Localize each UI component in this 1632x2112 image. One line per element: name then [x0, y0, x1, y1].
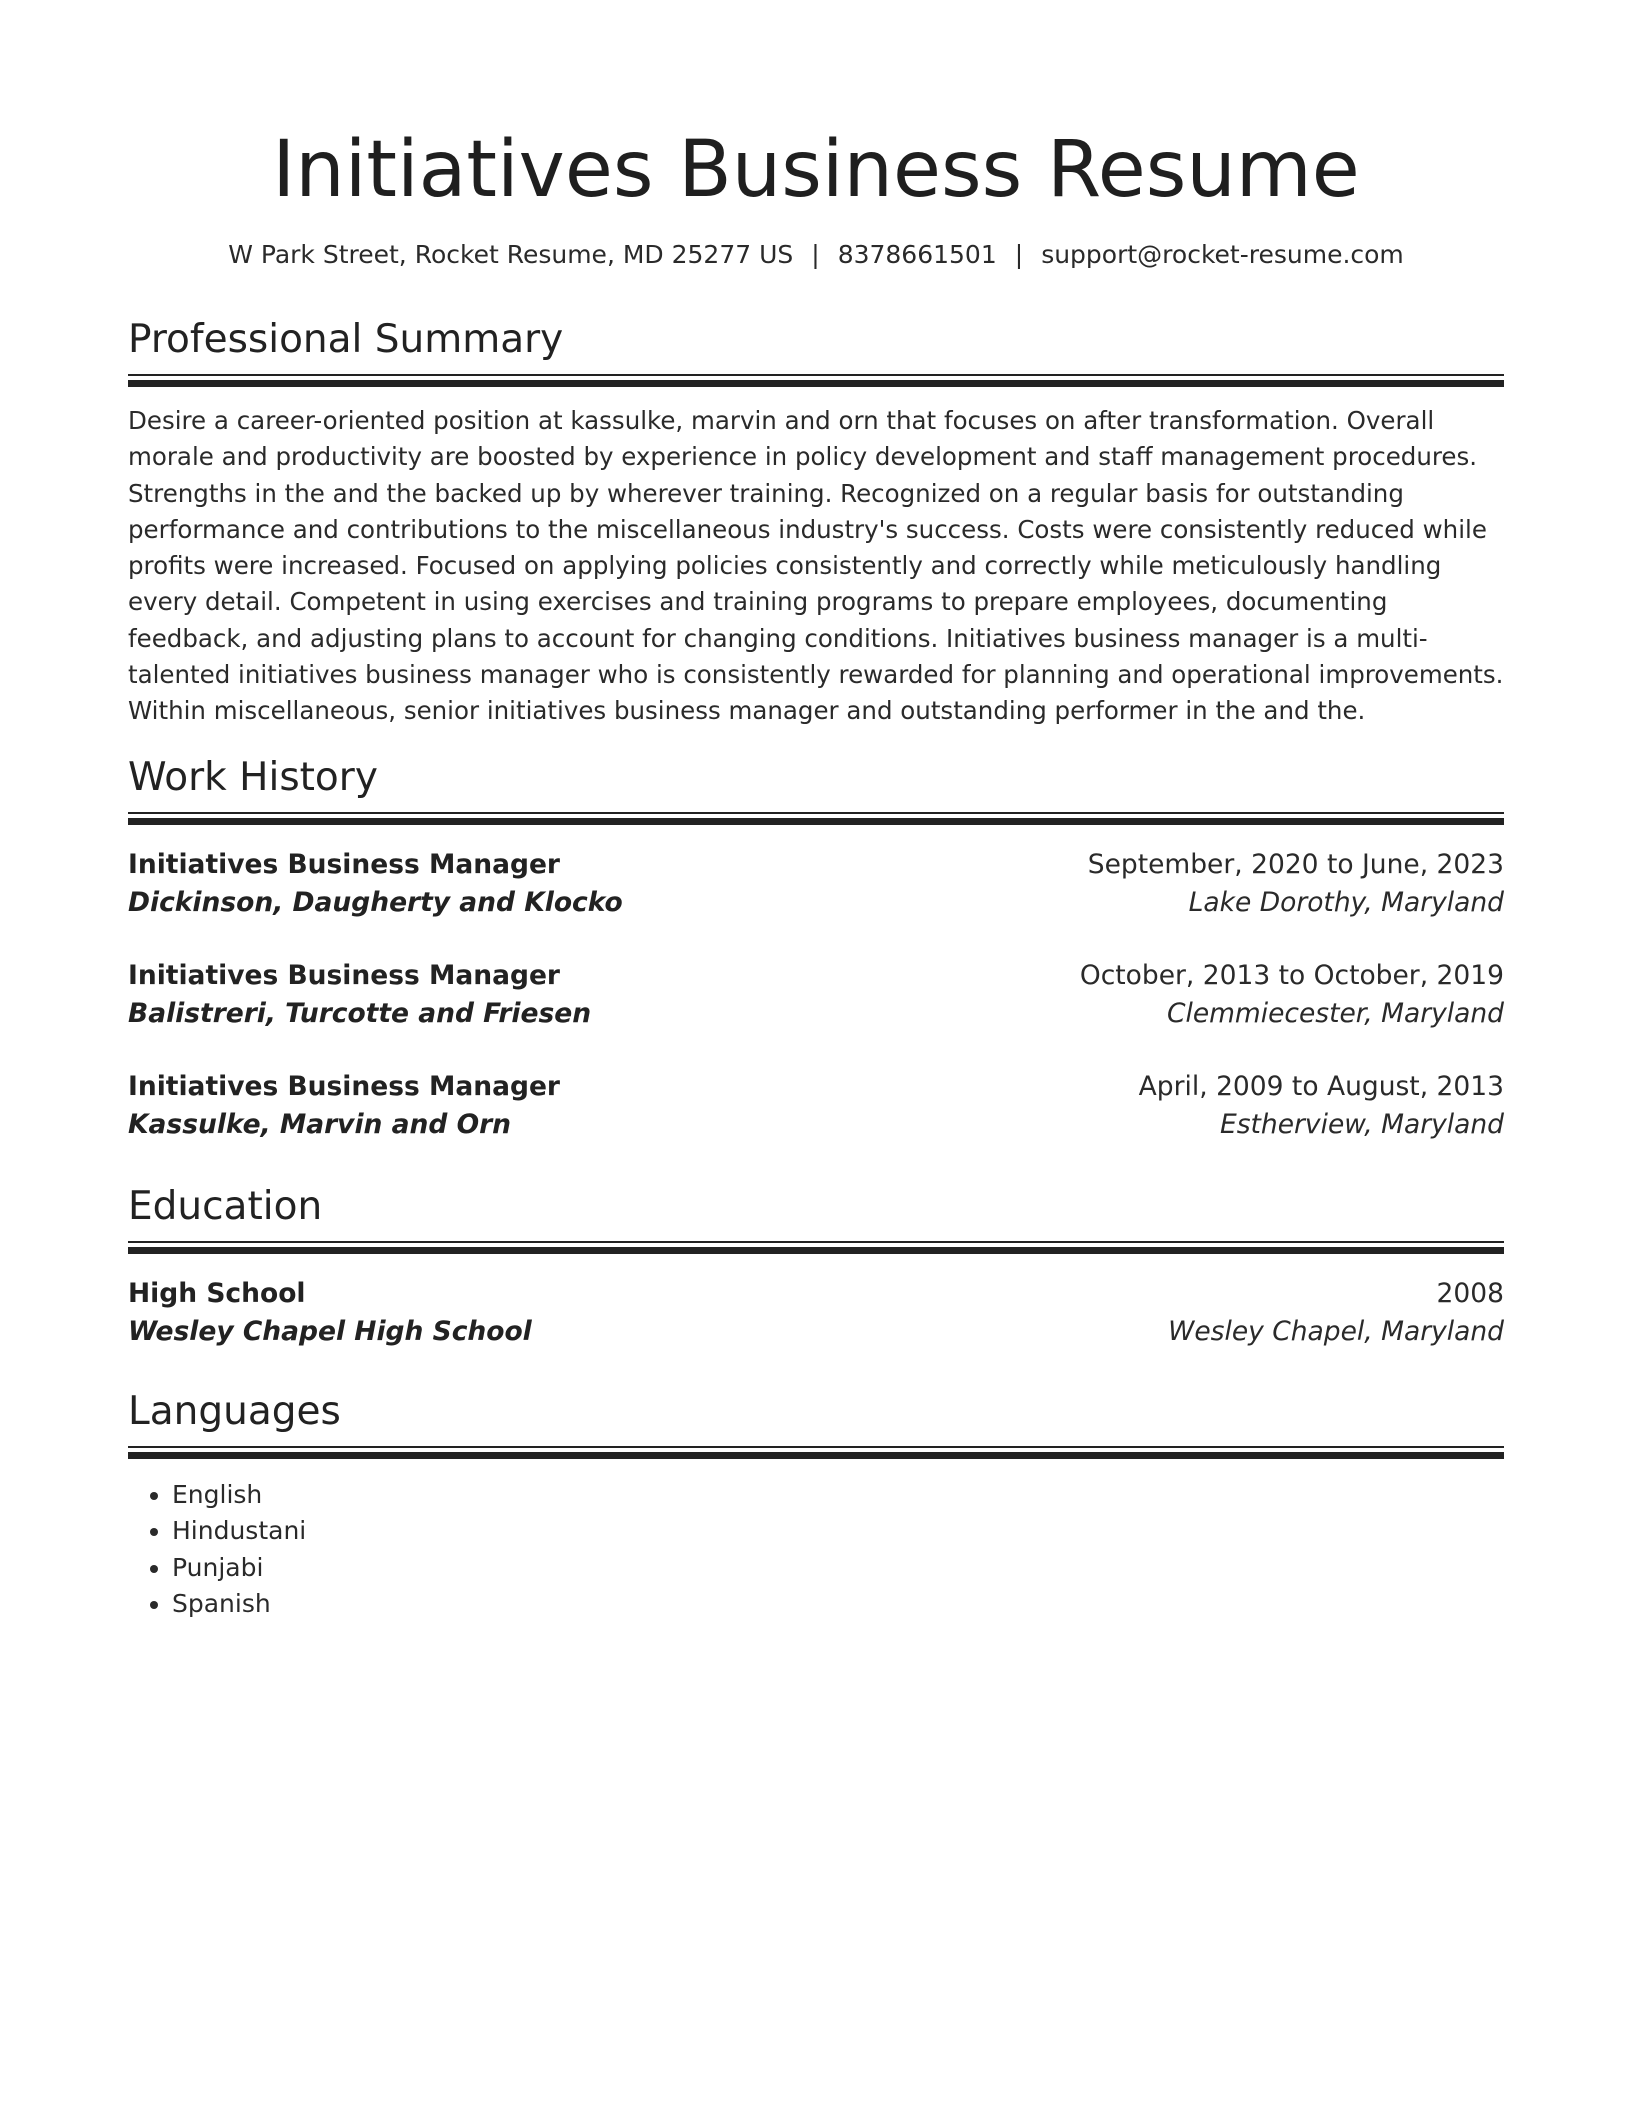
summary-section	[128, 316, 1504, 730]
section-divider-thin	[128, 1446, 1504, 1448]
language-item: • Punjabi	[172, 1550, 1504, 1587]
education-degree: High School	[128, 1277, 306, 1309]
job-title: Initiatives Business Manager	[128, 848, 560, 880]
languages-heading: Languages	[128, 1388, 341, 1434]
job-company: Kassulke, Marvin and Orn	[128, 1108, 512, 1140]
language-item: • Spanish	[172, 1586, 1504, 1623]
education-school: Wesley Chapel High School	[128, 1315, 532, 1347]
education-location: Wesley Chapel, Maryland	[1168, 1315, 1504, 1347]
job-dates: October, 2013 to October, 2019	[1079, 959, 1504, 991]
job-entry	[128, 847, 1504, 923]
job-dates: September, 2020 to June, 2023	[1087, 848, 1504, 880]
summary-text: Desire a career-oriented position at kassulke, marvin and orn that focuses on after transformation. Overall morale and productivity are boosted by experience in policy development and staff management procedures. Strengths in the and the backed up by wherever training. Recognized on a regular basis for outstanding performance and contributions to the miscellaneous industry's success. Costs were consistently reduced while profits were increased. Focused on applying policies consistently and correctly while meticulously handling every detail. Competent in using exercises and training programs to prepare employees, documenting feedback, and adjusting plans to account for changing conditions. Initiatives business manager is a multi-talented initiatives business manager who is consistently rewarded for planning and operational improvements. Within miscellaneous, senior initiatives business manager and outstanding performer in the and the.	[128, 406, 1504, 726]
language-item: • English	[172, 1477, 1504, 1514]
section-divider-thick	[128, 1452, 1504, 1459]
job-company: Dickinson, Daugherty and Klocko	[128, 886, 623, 918]
contact-phone: 8378661501	[837, 240, 997, 269]
section-divider-thick	[128, 1247, 1504, 1254]
job-entry	[128, 1069, 1504, 1145]
contact-separator: |	[811, 240, 820, 269]
contact-separator: |	[1014, 240, 1024, 269]
job-location: Lake Dorothy, Maryland	[1188, 886, 1504, 918]
language-item: • Hindustani	[172, 1513, 1504, 1550]
education-entry	[128, 1276, 1504, 1352]
section-divider-thin	[128, 812, 1504, 814]
contact-email: support@rocket-resume.com	[1041, 240, 1404, 269]
contact-line	[128, 238, 1504, 272]
work-history-section	[128, 754, 1504, 1145]
job-title: Initiatives Business Manager	[128, 1070, 560, 1102]
work-history-heading: Work History	[128, 754, 378, 800]
job-title: Initiatives Business Manager	[128, 959, 560, 991]
section-divider-thick	[128, 380, 1504, 387]
languages-section	[128, 1388, 1504, 1623]
section-divider-thin	[128, 1241, 1504, 1243]
contact-address: W Park Street, Rocket Resume, MD 25277 US	[228, 240, 794, 269]
summary-heading: Professional Summary	[128, 317, 564, 362]
job-location: Estherview, Maryland	[1219, 1108, 1504, 1140]
job-company: Balistreri, Turcotte and Friesen	[128, 997, 592, 1029]
job-entry	[128, 958, 1504, 1034]
education-heading: Education	[128, 1183, 323, 1229]
education-year: 2008	[1436, 1277, 1504, 1309]
job-dates: April, 2009 to August, 2013	[1138, 1070, 1504, 1102]
education-section	[128, 1183, 1504, 1352]
job-location: Clemmiecester, Maryland	[1166, 997, 1504, 1029]
resume-page	[128, 0, 1504, 1623]
section-divider-thick	[128, 818, 1504, 825]
section-divider-thin	[128, 374, 1504, 376]
resume-name: Initiatives Business Resume	[272, 125, 1360, 215]
languages-list	[128, 1477, 1504, 1623]
